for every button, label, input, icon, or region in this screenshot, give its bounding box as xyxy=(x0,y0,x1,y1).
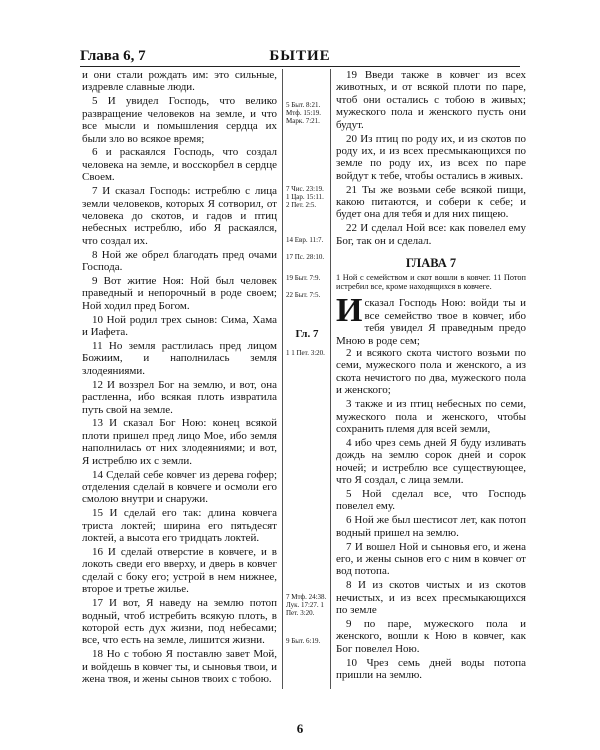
verse: и они стали рождать им: это сильные, издревле славные люди. xyxy=(82,69,277,94)
verse: 22 И сделал Ной все: как повелел ему Бог, так он и сделал. xyxy=(336,222,526,247)
header-rule xyxy=(80,66,520,67)
verse: 8 И из скотов чистых и из скотов нечистых, и из всех пресмыкающихся по земле xyxy=(336,579,526,617)
chapter-summary: 1 Ной с семейством и скот вошли в ковчег. 11 Потоп истребил все, кроме находящихся в ковчеге. xyxy=(336,272,526,291)
verse: 2 и всякого скота чистого возьми по семи, мужеского пола и женского, а из скота нечистого по два, мужеского пола и женского; xyxy=(336,347,526,397)
verse: 13 И сказал Бог Ною: конец всякой плоти пришел пред лицо Мое, ибо земля наполнилась от них злодеяниями; и вот, Я истреблю их с земли. xyxy=(82,417,277,467)
verse: 5 Ной сделал все, что Господь повелел ему. xyxy=(336,488,526,513)
verse: 19 Введи также в ковчег из всех животных, и от всякой плоти по паре, чтоб они остались с тобою в живых; мужеского пола и женского пусть они будут. xyxy=(336,69,526,131)
verse: 21 Ты же возьми себе всякой пищи, какою питаются, и собери к себе; и будет она для тебя и для них пищею. xyxy=(336,183,526,221)
verse: 14 Сделай себе ковчег из дерева гофер; отделения сделай в ковчеге и осмоли его смолою внутри и снаружи. xyxy=(82,468,277,506)
chapter-title: ГЛАВА 7 xyxy=(405,256,457,271)
verse: 10 Ной родил трех сынов: Сима, Хама и Иафета. xyxy=(82,313,277,339)
verse: 20 Из птиц по роду их, и из скотов по роду их, и из всех пресмыкающихся по земле по роду их, из всех по паре войдут к тебе, чтобы остались в живых. xyxy=(336,132,526,182)
verse: 11 Но земля растлилась пред лицом Божиим, и наполнилась земля злодеяниями. xyxy=(82,340,277,377)
drop-cap: И xyxy=(336,292,363,330)
verse: 15 И сделай его так: длина ковчега триста локтей; ширина его пятьдесят локтей, а высота его тридцать локтей. xyxy=(82,507,277,545)
gutter-chapter-label: Гл. 7 xyxy=(295,328,319,340)
page-number: 6 xyxy=(296,721,304,736)
verse: 7 И вошел Ной и сыновья его, и жена его, и жены сынов его с ним в ковчег от вод потопа. xyxy=(336,540,526,578)
verse: 12 И воззрел Бог на землю, и вот, она растленна, ибо всякая плоть извратила путь свой на земле. xyxy=(82,378,277,416)
right-text-column xyxy=(336,69,526,682)
verse: 16 И сделай отверстие в ковчеге, и в локоть сведи его вверху, и дверь в ковчег сделай с боку его; устрой в нем нижнее, второе и третье жилье. xyxy=(82,546,277,596)
verse: 4 ибо чрез семь дней Я буду изливать дождь на землю сорок дней и сорок ночей; и истреблю все существующее, что Я создал, с лица земли. xyxy=(336,436,526,487)
verse-text: сказал Господь Ною: войди ты и все семейство твое в ковчег, ибо тебя увидел Я праведным предо Мною в роде сем; xyxy=(336,297,526,347)
column-divider-right xyxy=(330,69,331,689)
chapter-7-verses xyxy=(336,347,526,682)
verse: 9 Вот житие Ноя: Ной был человек праведный и непорочный в роде своем; Ной ходил пред Богом. xyxy=(82,275,277,312)
chapter-6-continuation xyxy=(336,69,526,247)
verse: 18 Но с тобою Я поставлю завет Мой, и войдешь в ковчег ты, и сыновья твои, и жена твоя, и жены сынов твоих с тобою. xyxy=(82,648,277,686)
cross-reference: 1 1 Пет. 3:20. xyxy=(286,349,325,357)
cross-reference: 19 Быт. 7:9. xyxy=(286,274,321,282)
verse: 3 также и из птиц небесных по семи, мужеского пола и женского, чтобы сохранить племя для всей земли, xyxy=(336,398,526,435)
verse: 10 Чрез семь дней воды потопа пришли на землю. xyxy=(336,656,526,682)
verse xyxy=(336,292,526,347)
verse: 6 и раскаялся Господь, что создал человека на земле, и восскорбел в сердце Своем. xyxy=(82,146,277,184)
running-header-chapters: Глава 6, 7 xyxy=(80,48,146,64)
cross-reference: 22 Быт. 7:5. xyxy=(286,291,321,299)
verse: 6 Ной же был шестисот лет, как потоп водный пришел на землю. xyxy=(336,514,526,539)
cross-reference: 17 Пс. 28:10. xyxy=(286,253,325,261)
cross-reference: 14 Евр. 11:7. xyxy=(286,236,324,244)
cross-reference: 9 Быт. 6:19. xyxy=(286,637,321,645)
verse: 17 И вот, Я наведу на землю потоп водный, чтоб истребить всякую плоть, в которой есть дух жизни, под небесами; все, что есть на земле, лишится жизни. xyxy=(82,597,277,647)
cross-reference: 7 Мтф. 24:38. Лук. 17:27. 1 Пет. 3:20. xyxy=(286,593,327,617)
cross-reference: 5 Быт. 8:21. Мтф. 15:19. Марк. 7:21. xyxy=(286,101,322,125)
running-header-book: БЫТИЕ xyxy=(269,48,331,64)
cross-reference: 7 Чис. 23:19. 1 Цар. 15:11. 2 Пет. 2:5. xyxy=(286,185,324,209)
column-divider-left xyxy=(282,69,283,689)
left-text-column xyxy=(82,69,277,686)
verse: 9 по паре, мужеского пола и женского, вошли к Ною в ковчег, как Бог повелел Ною. xyxy=(336,618,526,655)
verse: 7 И сказал Господь: истреблю с лица земли человеков, которых Я сотворил, от человека до скотов, и гадов и птиц небесных истреблю, ибо Я раскаялся, что создал их. xyxy=(82,185,277,247)
verse: 5 И увидел Господь, что велико развращение человеков на земле, и что все мысли и помышления сердца их были зло во всякое время; xyxy=(82,95,277,145)
verse: 8 Ной же обрел благодать пред очами Господа. xyxy=(82,248,277,274)
